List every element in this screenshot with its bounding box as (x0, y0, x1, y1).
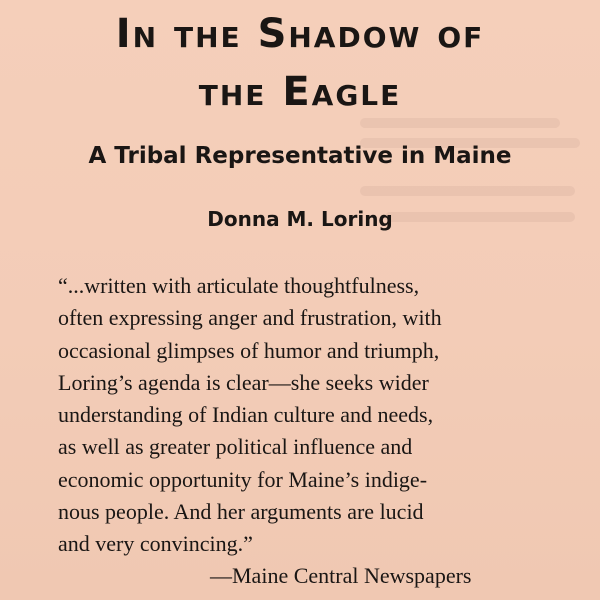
quote-attribution: —Maine Central Newspapers (210, 563, 472, 588)
author-name: Donna M. Loring (207, 207, 393, 231)
quote-line: Loring’s agenda is clear—she seeks wider (58, 369, 429, 395)
quote-line: nous people. And her arguments are lucid (58, 499, 424, 525)
show-through-text (360, 118, 560, 128)
book-title-line-1: In the Shadow of (115, 11, 485, 57)
book-title-line-2: the Eagle (198, 69, 402, 115)
quote-line: understanding of Indian culture and needs, (58, 402, 434, 428)
quote-line: and very convincing.” (58, 531, 253, 557)
review-quote (58, 270, 598, 561)
book-subtitle: A Tribal Representative in Maine (88, 143, 512, 169)
show-through-text (360, 186, 575, 196)
quote-line: often expressing anger and frustration, with (58, 305, 442, 331)
quote-line: “...written with articulate thoughtfulness, (58, 273, 420, 298)
quote-line: economic opportunity for Maine’s indige- (58, 466, 428, 492)
quote-line: occasional glimpses of humor and triumph, (58, 337, 440, 363)
quote-line: as well as greater political influence and (58, 434, 413, 460)
